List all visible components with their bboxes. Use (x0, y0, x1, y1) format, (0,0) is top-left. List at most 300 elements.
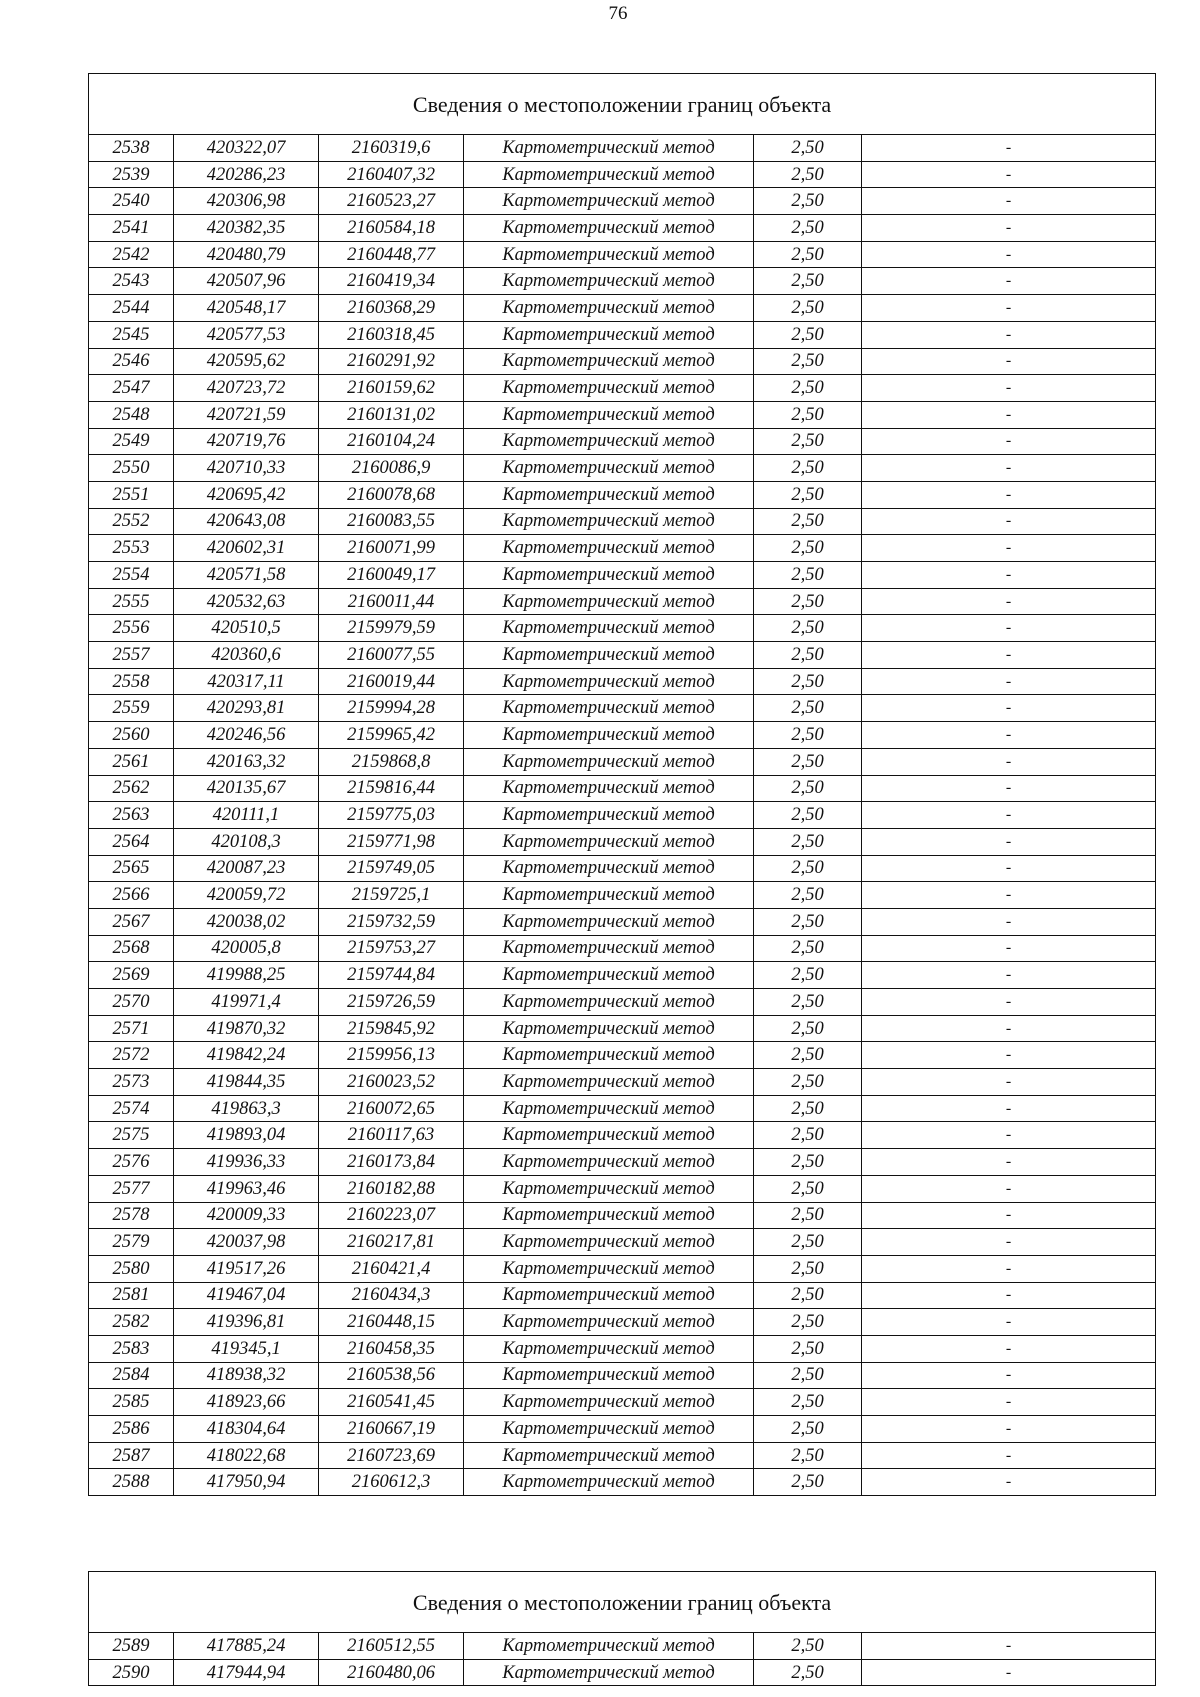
method-cell: Картометрический метод (464, 1229, 754, 1256)
table-row (89, 908, 1156, 935)
description-cell: - (862, 562, 1156, 589)
point-number-cell: 2552 (89, 508, 174, 535)
method-cell: Картометрический метод (464, 1335, 754, 1362)
precision-cell: 2,50 (754, 855, 862, 882)
precision-cell: 2,50 (754, 1362, 862, 1389)
y-coordinate-cell: 2160217,81 (319, 1229, 464, 1256)
description-cell: - (862, 401, 1156, 428)
y-coordinate-cell: 2160407,32 (319, 161, 464, 188)
method-cell: Картометрический метод (464, 588, 754, 615)
y-coordinate-cell: 2159775,03 (319, 802, 464, 829)
y-coordinate-cell: 2159816,44 (319, 775, 464, 802)
method-cell: Картометрический метод (464, 695, 754, 722)
method-cell: Картометрический метод (464, 1202, 754, 1229)
table-title: Сведения о местоположении границ объекта (89, 1572, 1156, 1633)
description-cell: - (862, 508, 1156, 535)
description-cell: - (862, 215, 1156, 242)
point-number-cell: 2546 (89, 348, 174, 375)
table-row (89, 1309, 1156, 1336)
precision-cell: 2,50 (754, 1042, 862, 1069)
method-cell: Картометрический метод (464, 1095, 754, 1122)
description-cell: - (862, 1659, 1156, 1686)
x-coordinate-cell: 420643,08 (174, 508, 319, 535)
method-cell: Картометрический метод (464, 455, 754, 482)
precision-cell: 2,50 (754, 882, 862, 909)
point-number-cell: 2586 (89, 1416, 174, 1443)
y-coordinate-cell: 2160723,69 (319, 1442, 464, 1469)
precision-cell: 2,50 (754, 401, 862, 428)
y-coordinate-cell: 2159868,8 (319, 748, 464, 775)
table-row (89, 401, 1156, 428)
x-coordinate-cell: 417950,94 (174, 1469, 319, 1496)
method-cell: Картометрический метод (464, 428, 754, 455)
description-cell: - (862, 775, 1156, 802)
method-cell: Картометрический метод (464, 481, 754, 508)
method-cell: Картометрический метод (464, 935, 754, 962)
point-number-cell: 2572 (89, 1042, 174, 1069)
description-cell: - (862, 908, 1156, 935)
point-number-cell: 2587 (89, 1442, 174, 1469)
y-coordinate-cell: 2159979,59 (319, 615, 464, 642)
y-coordinate-cell: 2160173,84 (319, 1149, 464, 1176)
point-number-cell: 2589 (89, 1633, 174, 1660)
precision-cell: 2,50 (754, 1469, 862, 1496)
precision-cell: 2,50 (754, 908, 862, 935)
table-row (89, 882, 1156, 909)
table-title: Сведения о местоположении границ объекта (89, 74, 1156, 135)
method-cell: Картометрический метод (464, 748, 754, 775)
description-cell: - (862, 722, 1156, 749)
x-coordinate-cell: 420510,5 (174, 615, 319, 642)
description-cell: - (862, 1309, 1156, 1336)
y-coordinate-cell: 2160023,52 (319, 1069, 464, 1096)
method-cell: Картометрический метод (464, 668, 754, 695)
description-cell: - (862, 1149, 1156, 1176)
table-row (89, 642, 1156, 669)
table-row (89, 668, 1156, 695)
table-body (89, 1633, 1156, 1686)
description-cell: - (862, 535, 1156, 562)
x-coordinate-cell: 420507,96 (174, 268, 319, 295)
table-row (89, 535, 1156, 562)
description-cell: - (862, 1175, 1156, 1202)
x-coordinate-cell: 419467,04 (174, 1282, 319, 1309)
precision-cell: 2,50 (754, 348, 862, 375)
y-coordinate-cell: 2159753,27 (319, 935, 464, 962)
y-coordinate-cell: 2160117,63 (319, 1122, 464, 1149)
precision-cell: 2,50 (754, 375, 862, 402)
x-coordinate-cell: 419870,32 (174, 1015, 319, 1042)
x-coordinate-cell: 419863,3 (174, 1095, 319, 1122)
method-cell: Картометрический метод (464, 802, 754, 829)
point-number-cell: 2556 (89, 615, 174, 642)
x-coordinate-cell: 420317,11 (174, 668, 319, 695)
description-cell: - (862, 1255, 1156, 1282)
method-cell: Картометрический метод (464, 1015, 754, 1042)
table-row (89, 748, 1156, 775)
y-coordinate-cell: 2160131,02 (319, 401, 464, 428)
x-coordinate-cell: 420163,32 (174, 748, 319, 775)
description-cell: - (862, 989, 1156, 1016)
y-coordinate-cell: 2160318,45 (319, 321, 464, 348)
precision-cell: 2,50 (754, 722, 862, 749)
table-row (89, 1202, 1156, 1229)
table-header-row (89, 1572, 1156, 1633)
precision-cell: 2,50 (754, 1149, 862, 1176)
method-cell: Картометрический метод (464, 1442, 754, 1469)
y-coordinate-cell: 2160072,65 (319, 1095, 464, 1122)
x-coordinate-cell: 420602,31 (174, 535, 319, 562)
method-cell: Картометрический метод (464, 615, 754, 642)
x-coordinate-cell: 419844,35 (174, 1069, 319, 1096)
method-cell: Картометрический метод (464, 508, 754, 535)
table-row (89, 775, 1156, 802)
point-number-cell: 2562 (89, 775, 174, 802)
description-cell: - (862, 455, 1156, 482)
precision-cell: 2,50 (754, 1335, 862, 1362)
table-row (89, 188, 1156, 215)
method-cell: Картометрический метод (464, 1042, 754, 1069)
table-row (89, 241, 1156, 268)
table-row (89, 268, 1156, 295)
y-coordinate-cell: 2159956,13 (319, 1042, 464, 1069)
description-cell: - (862, 615, 1156, 642)
precision-cell: 2,50 (754, 1389, 862, 1416)
x-coordinate-cell: 418304,64 (174, 1416, 319, 1443)
y-coordinate-cell: 2159744,84 (319, 962, 464, 989)
x-coordinate-cell: 419971,4 (174, 989, 319, 1016)
precision-cell: 2,50 (754, 1633, 862, 1660)
y-coordinate-cell: 2160319,6 (319, 135, 464, 162)
precision-cell: 2,50 (754, 455, 862, 482)
x-coordinate-cell: 420087,23 (174, 855, 319, 882)
method-cell: Картометрический метод (464, 188, 754, 215)
x-coordinate-cell: 420111,1 (174, 802, 319, 829)
table-row (89, 1335, 1156, 1362)
method-cell: Картометрический метод (464, 1469, 754, 1496)
point-number-cell: 2538 (89, 135, 174, 162)
method-cell: Картометрический метод (464, 882, 754, 909)
x-coordinate-cell: 419963,46 (174, 1175, 319, 1202)
description-cell: - (862, 1335, 1156, 1362)
table-row (89, 1633, 1156, 1660)
method-cell: Картометрический метод (464, 989, 754, 1016)
x-coordinate-cell: 420382,35 (174, 215, 319, 242)
method-cell: Картометрический метод (464, 1069, 754, 1096)
x-coordinate-cell: 420059,72 (174, 882, 319, 909)
x-coordinate-cell: 419396,81 (174, 1309, 319, 1336)
table-row (89, 1175, 1156, 1202)
point-number-cell: 2539 (89, 161, 174, 188)
point-number-cell: 2542 (89, 241, 174, 268)
x-coordinate-cell: 420293,81 (174, 695, 319, 722)
point-number-cell: 2560 (89, 722, 174, 749)
precision-cell: 2,50 (754, 695, 862, 722)
x-coordinate-cell: 419988,25 (174, 962, 319, 989)
y-coordinate-cell: 2159726,59 (319, 989, 464, 1016)
point-number-cell: 2573 (89, 1069, 174, 1096)
y-coordinate-cell: 2160071,99 (319, 535, 464, 562)
point-number-cell: 2568 (89, 935, 174, 962)
point-number-cell: 2582 (89, 1309, 174, 1336)
point-number-cell: 2590 (89, 1659, 174, 1686)
description-cell: - (862, 668, 1156, 695)
point-number-cell: 2563 (89, 802, 174, 829)
x-coordinate-cell: 418923,66 (174, 1389, 319, 1416)
precision-cell: 2,50 (754, 188, 862, 215)
point-number-cell: 2584 (89, 1362, 174, 1389)
method-cell: Картометрический метод (464, 321, 754, 348)
table-row (89, 989, 1156, 1016)
point-number-cell: 2585 (89, 1389, 174, 1416)
table-row (89, 828, 1156, 855)
description-cell: - (862, 1416, 1156, 1443)
point-number-cell: 2544 (89, 295, 174, 322)
precision-cell: 2,50 (754, 562, 862, 589)
description-cell: - (862, 1015, 1156, 1042)
precision-cell: 2,50 (754, 588, 862, 615)
table-row (89, 455, 1156, 482)
point-number-cell: 2543 (89, 268, 174, 295)
point-number-cell: 2580 (89, 1255, 174, 1282)
point-number-cell: 2549 (89, 428, 174, 455)
precision-cell: 2,50 (754, 1122, 862, 1149)
description-cell: - (862, 1362, 1156, 1389)
y-coordinate-cell: 2159994,28 (319, 695, 464, 722)
point-number-cell: 2588 (89, 1469, 174, 1496)
precision-cell: 2,50 (754, 1095, 862, 1122)
point-number-cell: 2564 (89, 828, 174, 855)
y-coordinate-cell: 2160448,15 (319, 1309, 464, 1336)
x-coordinate-cell: 420135,67 (174, 775, 319, 802)
y-coordinate-cell: 2159725,1 (319, 882, 464, 909)
precision-cell: 2,50 (754, 1659, 862, 1686)
y-coordinate-cell: 2160419,34 (319, 268, 464, 295)
description-cell: - (862, 1042, 1156, 1069)
point-number-cell: 2567 (89, 908, 174, 935)
point-number-cell: 2557 (89, 642, 174, 669)
method-cell: Картометрический метод (464, 1416, 754, 1443)
table-row (89, 1122, 1156, 1149)
y-coordinate-cell: 2160458,35 (319, 1335, 464, 1362)
table-row (89, 1389, 1156, 1416)
precision-cell: 2,50 (754, 748, 862, 775)
precision-cell: 2,50 (754, 1309, 862, 1336)
x-coordinate-cell: 418938,32 (174, 1362, 319, 1389)
description-cell: - (862, 1095, 1156, 1122)
precision-cell: 2,50 (754, 989, 862, 1016)
point-number-cell: 2570 (89, 989, 174, 1016)
point-number-cell: 2574 (89, 1095, 174, 1122)
y-coordinate-cell: 2160223,07 (319, 1202, 464, 1229)
description-cell: - (862, 802, 1156, 829)
method-cell: Картометрический метод (464, 161, 754, 188)
description-cell: - (862, 295, 1156, 322)
point-number-cell: 2579 (89, 1229, 174, 1256)
point-number-cell: 2558 (89, 668, 174, 695)
point-number-cell: 2566 (89, 882, 174, 909)
method-cell: Картометрический метод (464, 642, 754, 669)
point-number-cell: 2583 (89, 1335, 174, 1362)
point-number-cell: 2577 (89, 1175, 174, 1202)
y-coordinate-cell: 2160019,44 (319, 668, 464, 695)
x-coordinate-cell: 420719,76 (174, 428, 319, 455)
method-cell: Картометрический метод (464, 1175, 754, 1202)
point-number-cell: 2550 (89, 455, 174, 482)
precision-cell: 2,50 (754, 1015, 862, 1042)
description-cell: - (862, 321, 1156, 348)
method-cell: Картометрический метод (464, 135, 754, 162)
description-cell: - (862, 1633, 1156, 1660)
precision-cell: 2,50 (754, 1255, 862, 1282)
precision-cell: 2,50 (754, 935, 862, 962)
precision-cell: 2,50 (754, 615, 862, 642)
x-coordinate-cell: 419936,33 (174, 1149, 319, 1176)
description-cell: - (862, 1069, 1156, 1096)
table-row (89, 1282, 1156, 1309)
table-row (89, 1229, 1156, 1256)
table-row (89, 962, 1156, 989)
table-row (89, 215, 1156, 242)
x-coordinate-cell: 420721,59 (174, 401, 319, 428)
y-coordinate-cell: 2160421,4 (319, 1255, 464, 1282)
method-cell: Картометрический метод (464, 828, 754, 855)
point-number-cell: 2545 (89, 321, 174, 348)
description-cell: - (862, 1469, 1156, 1496)
table-row (89, 508, 1156, 535)
method-cell: Картометрический метод (464, 1309, 754, 1336)
x-coordinate-cell: 420548,17 (174, 295, 319, 322)
precision-cell: 2,50 (754, 481, 862, 508)
precision-cell: 2,50 (754, 1442, 862, 1469)
x-coordinate-cell: 420246,56 (174, 722, 319, 749)
method-cell: Картометрический метод (464, 1633, 754, 1660)
y-coordinate-cell: 2159732,59 (319, 908, 464, 935)
table-row (89, 1416, 1156, 1443)
y-coordinate-cell: 2160182,88 (319, 1175, 464, 1202)
precision-cell: 2,50 (754, 268, 862, 295)
table-row (89, 428, 1156, 455)
y-coordinate-cell: 2160667,19 (319, 1416, 464, 1443)
precision-cell: 2,50 (754, 1229, 862, 1256)
point-number-cell: 2571 (89, 1015, 174, 1042)
description-cell: - (862, 1229, 1156, 1256)
y-coordinate-cell: 2160584,18 (319, 215, 464, 242)
table-row (89, 1149, 1156, 1176)
description-cell: - (862, 188, 1156, 215)
x-coordinate-cell: 420108,3 (174, 828, 319, 855)
table-row (89, 1442, 1156, 1469)
table-body (89, 135, 1156, 1496)
x-coordinate-cell: 419345,1 (174, 1335, 319, 1362)
table-row (89, 1069, 1156, 1096)
y-coordinate-cell: 2160086,9 (319, 455, 464, 482)
y-coordinate-cell: 2160049,17 (319, 562, 464, 589)
method-cell: Картометрический метод (464, 1659, 754, 1686)
x-coordinate-cell: 420571,58 (174, 562, 319, 589)
table-row (89, 1095, 1156, 1122)
y-coordinate-cell: 2160523,27 (319, 188, 464, 215)
point-number-cell: 2561 (89, 748, 174, 775)
precision-cell: 2,50 (754, 1069, 862, 1096)
table-row (89, 481, 1156, 508)
description-cell: - (862, 828, 1156, 855)
table-row (89, 802, 1156, 829)
point-number-cell: 2578 (89, 1202, 174, 1229)
precision-cell: 2,50 (754, 135, 862, 162)
method-cell: Картометрический метод (464, 1362, 754, 1389)
y-coordinate-cell: 2160541,45 (319, 1389, 464, 1416)
x-coordinate-cell: 420532,63 (174, 588, 319, 615)
point-number-cell: 2554 (89, 562, 174, 589)
x-coordinate-cell: 417944,94 (174, 1659, 319, 1686)
method-cell: Картометрический метод (464, 855, 754, 882)
description-cell: - (862, 1122, 1156, 1149)
precision-cell: 2,50 (754, 535, 862, 562)
method-cell: Картометрический метод (464, 535, 754, 562)
method-cell: Картометрический метод (464, 401, 754, 428)
description-cell: - (862, 481, 1156, 508)
point-number-cell: 2581 (89, 1282, 174, 1309)
table-row (89, 588, 1156, 615)
table-row (89, 1469, 1156, 1496)
x-coordinate-cell: 420360,6 (174, 642, 319, 669)
y-coordinate-cell: 2159965,42 (319, 722, 464, 749)
point-number-cell: 2540 (89, 188, 174, 215)
precision-cell: 2,50 (754, 962, 862, 989)
x-coordinate-cell: 419842,24 (174, 1042, 319, 1069)
description-cell: - (862, 695, 1156, 722)
method-cell: Картометрический метод (464, 1389, 754, 1416)
point-number-cell: 2569 (89, 962, 174, 989)
table-row (89, 321, 1156, 348)
table-row (89, 1362, 1156, 1389)
y-coordinate-cell: 2159749,05 (319, 855, 464, 882)
description-cell: - (862, 1442, 1156, 1469)
description-cell: - (862, 1202, 1156, 1229)
point-number-cell: 2559 (89, 695, 174, 722)
method-cell: Картометрический метод (464, 268, 754, 295)
method-cell: Картометрический метод (464, 962, 754, 989)
page-number: 76 (608, 3, 628, 24)
y-coordinate-cell: 2160291,92 (319, 348, 464, 375)
method-cell: Картометрический метод (464, 775, 754, 802)
description-cell: - (862, 642, 1156, 669)
y-coordinate-cell: 2159771,98 (319, 828, 464, 855)
y-coordinate-cell: 2160480,06 (319, 1659, 464, 1686)
y-coordinate-cell: 2159845,92 (319, 1015, 464, 1042)
table-row (89, 295, 1156, 322)
table-row (89, 1255, 1156, 1282)
table-header-row (89, 74, 1156, 135)
method-cell: Картометрический метод (464, 722, 754, 749)
table-row (89, 1015, 1156, 1042)
method-cell: Картометрический метод (464, 1122, 754, 1149)
description-cell: - (862, 882, 1156, 909)
y-coordinate-cell: 2160104,24 (319, 428, 464, 455)
x-coordinate-cell: 420037,98 (174, 1229, 319, 1256)
x-coordinate-cell: 420577,53 (174, 321, 319, 348)
x-coordinate-cell: 420009,33 (174, 1202, 319, 1229)
x-coordinate-cell: 417885,24 (174, 1633, 319, 1660)
x-coordinate-cell: 420038,02 (174, 908, 319, 935)
table-row (89, 375, 1156, 402)
precision-cell: 2,50 (754, 428, 862, 455)
y-coordinate-cell: 2160368,29 (319, 295, 464, 322)
y-coordinate-cell: 2160448,77 (319, 241, 464, 268)
table-row (89, 161, 1156, 188)
x-coordinate-cell: 420306,98 (174, 188, 319, 215)
